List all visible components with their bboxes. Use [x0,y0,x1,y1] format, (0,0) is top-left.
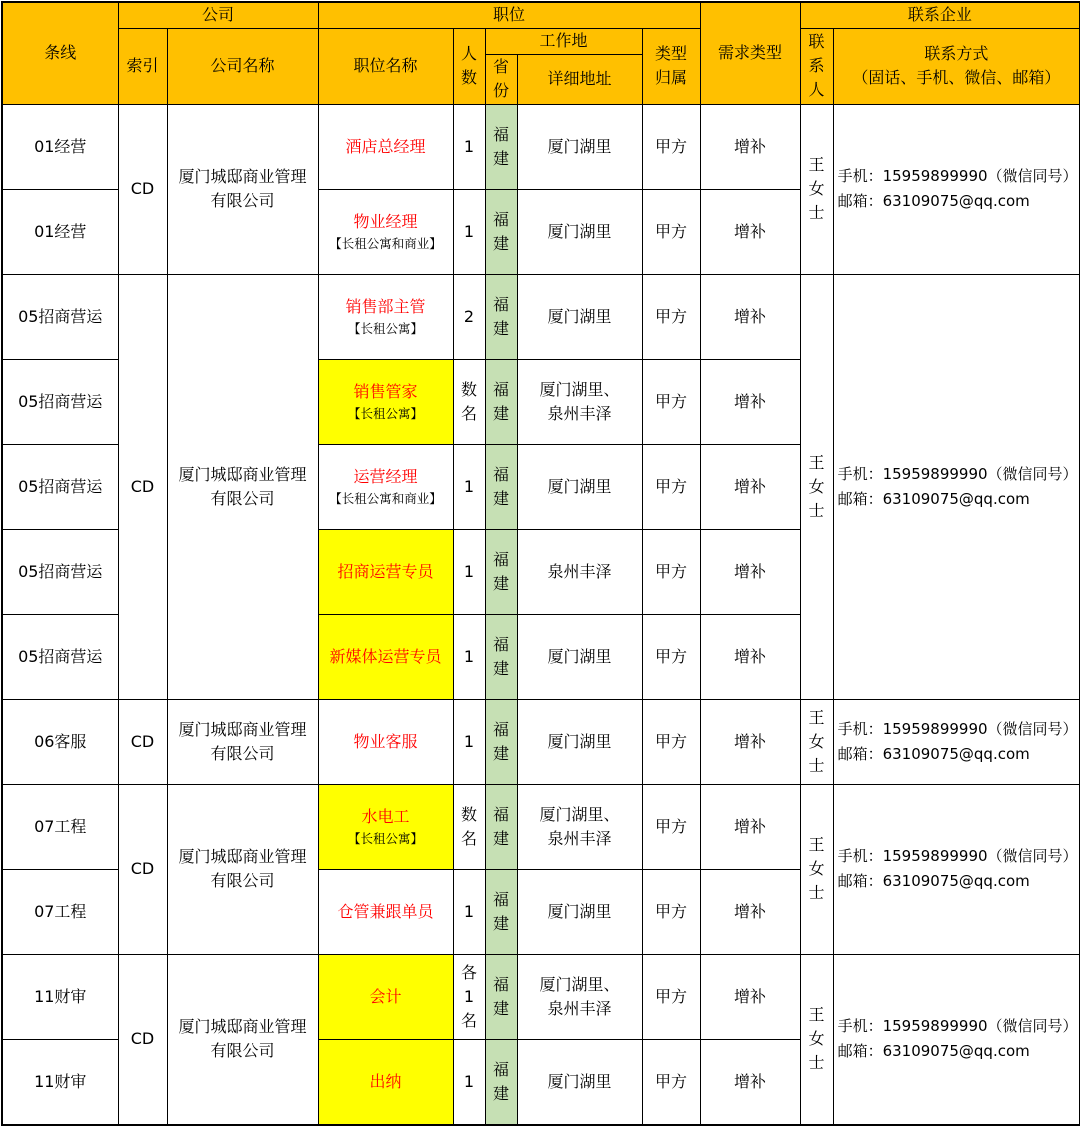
position-cell [318,274,453,359]
headcount-cell [453,274,485,359]
position-title: 水电工 [361,806,410,826]
cell-line: 建 [493,913,510,933]
cell-line: 1 [463,901,475,921]
index-cell: CD [118,784,167,954]
position-cell [318,189,453,274]
line-cell: 07工程 [2,784,118,869]
cell-line: 厦门湖里 [547,476,612,496]
position-cell [318,954,453,1039]
contact-method-cell [833,954,1080,1125]
cell-line: 手机：15959899990（微信同号） [837,847,1078,865]
header-contact-group: 联系企业 [800,2,1080,28]
address-cell [517,274,642,359]
position-cell [318,359,453,444]
cell-line: 福 [493,294,510,314]
index-cell: CD [118,699,167,784]
cell-line: 有限公司 [210,743,275,763]
cell-line: 女 [808,179,825,198]
line-cell: 05招商营运 [2,274,118,359]
address-cell [517,529,642,614]
cell-line: 1 [463,476,475,496]
contact-person-cell [800,784,833,954]
cell-line: 福 [493,209,510,229]
position-title: 运营经理 [353,466,418,486]
table-body [2,104,1080,1125]
cell-line: 女 [808,476,825,496]
cell-line: 厦门湖里 [547,731,612,751]
cell-line: 福 [493,634,510,654]
cell-line: 1 [463,1071,475,1091]
cell-line: 手机：15959899990（微信同号） [837,719,1078,738]
cell-line: 厦门湖里 [547,646,612,666]
contact-method-cell [833,104,1080,274]
header-index: 索引 [118,28,167,104]
cell-line: 王 [808,155,825,174]
cell-line: 建 [493,318,510,338]
cell-line: 有限公司 [210,488,275,508]
cell-line: 福 [493,974,510,994]
company-cell [167,274,318,699]
address-cell [517,699,642,784]
cell-line: 1 [463,646,475,666]
cell-line: 名 [461,828,478,848]
cell-line: 手机：15959899990（微信同号） [837,167,1078,185]
headcount-cell [453,869,485,954]
cell-line: 厦门湖里 [547,136,612,156]
cell-line: 各 [461,962,478,982]
cell-line: 福 [493,804,510,824]
line-cell: 05招商营运 [2,359,118,444]
cell-line: 厦门湖里、 [539,379,620,399]
cell-line: 1 [463,731,475,751]
position-subtitle: 【长租公寓和商业】 [329,235,442,251]
province-cell [485,954,517,1039]
header-demand: 需求类型 [700,2,800,104]
demand-cell: 增补 [700,189,800,274]
province-cell [485,104,517,189]
cell-line: 士 [808,203,825,222]
cell-line: 有限公司 [210,871,275,890]
cell-line: 建 [493,233,510,253]
header-line: 条线 [2,2,118,104]
cell-line: 福 [493,889,510,909]
table-row [2,784,1080,869]
address-cell [517,1039,642,1125]
cell-line: 厦门湖里、 [539,804,620,824]
header-company-group: 公司 [118,2,318,28]
table-row [2,274,1080,359]
province-cell [485,869,517,954]
cell-line: 1 [463,136,475,156]
contact-person-cell [800,274,833,699]
cell-line: 泉州丰泽 [547,998,612,1018]
province-cell [485,1039,517,1125]
type-cell: 甲方 [642,784,700,869]
line-cell: 05招商营运 [2,444,118,529]
cell-line: 厦门城邸商业管理 [178,1017,307,1036]
position-title: 出纳 [369,1071,402,1091]
cell-line: 有限公司 [210,191,275,210]
cell-line: 建 [493,573,510,593]
cell-line: 建 [493,998,510,1018]
demand-cell: 增补 [700,784,800,869]
cell-line: 福 [493,124,510,144]
cell-line: 士 [808,1053,825,1072]
province-cell [485,189,517,274]
line-cell: 05招商营运 [2,614,118,699]
line-cell: 07工程 [2,869,118,954]
company-cell [167,784,318,954]
cell-line: 厦门湖里 [547,901,612,921]
headcount-cell [453,699,485,784]
cell-line: 福 [493,719,510,739]
cell-line: 手机：15959899990（微信同号） [837,464,1078,483]
demand-cell: 增补 [700,869,800,954]
position-title: 销售部主管 [345,296,426,316]
header-position-name: 职位名称 [318,28,453,104]
cell-line: 厦门湖里、 [539,974,620,994]
demand-cell: 增补 [700,1039,800,1125]
table-row [2,954,1080,1039]
company-cell [167,699,318,784]
headcount-cell [453,614,485,699]
demand-cell: 增补 [700,614,800,699]
address-cell [517,444,642,529]
position-title: 销售管家 [353,381,418,401]
contact-method-cell [833,274,1080,699]
position-title: 招商运营专员 [337,561,434,581]
header-headcount: 人 数 [453,28,485,104]
header-address: 详细地址 [517,54,642,104]
type-cell: 甲方 [642,614,700,699]
header-position-group: 职位 [318,2,700,28]
position-subtitle: 【长租公寓】 [348,405,424,421]
contact-method-cell [833,699,1080,784]
cell-line: 厦门城邸商业管理 [178,719,307,739]
cell-line: 建 [493,658,510,678]
line-cell: 05招商营运 [2,529,118,614]
cell-line: 1 [463,561,475,581]
job-table [1,1,1080,1126]
position-subtitle: 【长租公寓】 [348,320,424,336]
demand-cell: 增补 [700,104,800,189]
cell-line: 女 [808,859,825,878]
address-cell [517,784,642,869]
position-cell [318,784,453,869]
cell-line: 邮箱：63109075@qq.com [837,192,1030,210]
type-cell: 甲方 [642,444,700,529]
demand-cell: 增补 [700,359,800,444]
address-cell [517,614,642,699]
address-cell [517,359,642,444]
demand-cell: 增补 [700,699,800,784]
table-row [2,104,1080,189]
cell-line: 2 [463,306,475,326]
position-cell [318,699,453,784]
province-cell [485,614,517,699]
cell-line: 王 [808,835,825,854]
type-cell: 甲方 [642,869,700,954]
cell-line: 王 [808,1005,825,1024]
position-cell [318,529,453,614]
position-subtitle: 【长租公寓】 [348,830,424,846]
cell-line: 数 [461,804,478,824]
cell-line: 厦门湖里 [547,306,612,326]
cell-line: 士 [808,500,825,520]
position-title: 仓管兼跟单员 [337,901,434,921]
province-cell [485,444,517,529]
cell-line: 福 [493,1059,510,1079]
header-company-name: 公司名称 [167,28,318,104]
cell-line: 厦门城邸商业管理 [178,847,307,866]
position-cell [318,614,453,699]
type-cell: 甲方 [642,274,700,359]
line-cell: 01经营 [2,189,118,274]
cell-line: 邮箱：63109075@qq.com [837,872,1030,890]
cell-line: 建 [493,1083,510,1103]
headcount-cell [453,104,485,189]
contact-method-cell [833,784,1080,954]
cell-line: 建 [493,403,510,423]
header-contact-method: 联系方式 （固话、手机、微信、邮箱） [833,28,1080,104]
index-cell: CD [118,274,167,699]
header-type: 类型 归属 [642,28,700,104]
position-cell [318,104,453,189]
position-cell [318,1039,453,1125]
cell-line: 士 [808,755,825,775]
cell-line: 1 [463,221,475,241]
cell-line: 建 [493,828,510,848]
header-workplace: 工作地 [485,28,642,54]
index-cell: CD [118,104,167,274]
type-cell: 甲方 [642,359,700,444]
cell-line: 厦门湖里 [547,1071,612,1091]
type-cell: 甲方 [642,699,700,784]
cell-line: 福 [493,379,510,399]
province-cell [485,529,517,614]
cell-line: 邮箱：63109075@qq.com [837,1042,1030,1060]
province-cell [485,274,517,359]
cell-line: 邮箱：63109075@qq.com [837,489,1030,508]
cell-line: 泉州丰泽 [547,828,612,848]
line-cell: 11财审 [2,954,118,1039]
position-title: 物业客服 [353,731,418,751]
headcount-cell [453,444,485,529]
position-title: 酒店总经理 [345,136,426,156]
demand-cell: 增补 [700,444,800,529]
line-cell: 06客服 [2,699,118,784]
address-cell [517,189,642,274]
cell-line: 厦门城邸商业管理 [178,464,307,484]
demand-cell: 增补 [700,274,800,359]
type-cell: 甲方 [642,1039,700,1125]
position-title: 物业经理 [353,211,418,231]
cell-line: 名 [461,1010,478,1030]
cell-line: 手机：15959899990（微信同号） [837,1017,1078,1035]
type-cell: 甲方 [642,529,700,614]
cell-line: 福 [493,464,510,484]
cell-line: 王 [808,707,825,727]
position-cell [318,444,453,529]
cell-line: 数 [461,379,478,399]
contact-person-cell [800,954,833,1125]
cell-line: 厦门湖里 [547,221,612,241]
province-cell [485,784,517,869]
cell-line: 女 [808,731,825,751]
headcount-cell [453,784,485,869]
province-cell [485,699,517,784]
position-subtitle: 【长租公寓和商业】 [329,490,442,506]
cell-line: 泉州丰泽 [547,561,612,581]
cell-line: 福 [493,549,510,569]
cell-line: 1 [463,986,475,1006]
line-cell: 01经营 [2,104,118,189]
cell-line: 建 [493,743,510,763]
position-title: 新媒体运营专员 [329,646,442,666]
address-cell [517,954,642,1039]
line-cell: 11财审 [2,1039,118,1125]
cell-line: 厦门城邸商业管理 [178,167,307,186]
cell-line: 士 [808,883,825,902]
address-cell [517,104,642,189]
province-cell [485,359,517,444]
table-row [2,699,1080,784]
demand-cell: 增补 [700,954,800,1039]
demand-cell: 增补 [700,529,800,614]
type-cell: 甲方 [642,104,700,189]
address-cell [517,869,642,954]
contact-person-cell [800,104,833,274]
index-cell: CD [118,954,167,1125]
cell-line: 建 [493,488,510,508]
headcount-cell [453,1039,485,1125]
header-contact-person: 联 系 人 [800,28,833,104]
cell-line: 名 [461,403,478,423]
header-province: 省 份 [485,54,517,104]
cell-line: 有限公司 [210,1041,275,1060]
type-cell: 甲方 [642,954,700,1039]
cell-line: 建 [493,148,510,168]
position-title: 会计 [369,986,402,1006]
type-cell: 甲方 [642,189,700,274]
contact-person-cell [800,699,833,784]
cell-line: 邮箱：63109075@qq.com [837,744,1030,763]
cell-line: 泉州丰泽 [547,403,612,423]
headcount-cell [453,189,485,274]
headcount-cell [453,359,485,444]
company-cell [167,104,318,274]
cell-line: 女 [808,1029,825,1048]
position-cell [318,869,453,954]
headcount-cell [453,954,485,1039]
company-cell [167,954,318,1125]
cell-line: 王 [808,452,825,472]
headcount-cell [453,529,485,614]
